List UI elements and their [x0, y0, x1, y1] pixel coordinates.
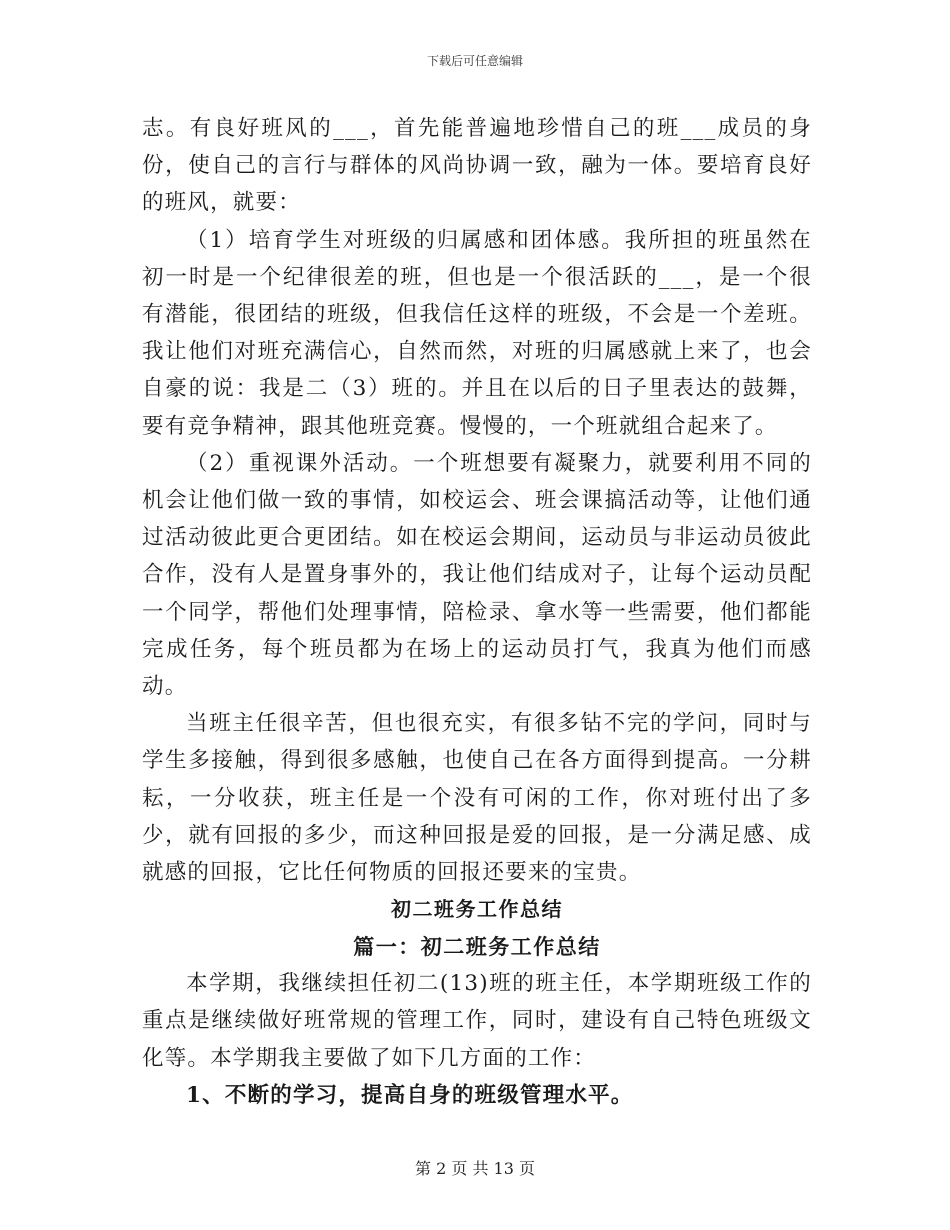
section-heading: 1、不断的学习，提高自身的班级管理水平。: [186, 1082, 634, 1108]
document-body: [142, 110, 812, 1114]
document-title: 初二班务工作总结: [391, 897, 563, 922]
paragraph-chapter-intro: 本学期，我继续担任初二(13)班的班主任，本学期班级工作的重点是继续做好班常规的管理工作，同时，建设有自己特色班级文化等。本学期我主要做了如下几方面的工作：: [142, 971, 812, 1071]
paragraph-point-2: （2）重视课外活动。一个班想要有凝聚力，就要利用不同的机会让他们做一致的事情，如校运会、班会课搞活动等，让他们通过活动彼此更合更团结。如在校运会期间，运动员与非运动员彼此合作，没有人是置身事外的，我让他们结成对子，让每个运动员配一个同学，帮他们处理事情，陪检录、拿水等一些需要，他们都能完成任务，每个班员都为在场上的运动员打气，我真为他们而感动。: [142, 450, 812, 700]
page-header: 下载后可任意编辑: [426, 54, 523, 68]
chapter-title: 篇一：初二班务工作总结: [353, 934, 601, 960]
page-number: 第 2 页 共 13 页: [415, 1159, 535, 1178]
paragraph-point-1: （1）培育学生对班级的归属感和团体感。我所担的班虽然在初一时是一个纪律很差的班，但也是一个很活跃的___，是一个很有潜能，很团结的班级，但我信任这样的班级，不会是一个差班。我让他们对班充满信心，自然而然，对班的归属感就上来了，也会自豪的说：我是二（3）班的。并且在以后的日子里表达的鼓舞，要有竞争精神，跟其他班竞赛。慢慢的，一个班就组合起来了。: [142, 227, 812, 439]
paragraph-intro: 志。有良好班风的___，首先能普遍地珍惜自己的班___成员的身份，使自己的言行与群体的风尚协调一致，融为一体。要培育良好的班风，就要：: [142, 116, 812, 216]
paragraph-conclusion: 当班主任很辛苦，但也很充实，有很多钻不完的学问，同时与学生多接触，得到很多感触，也使自己在各方面得到提高。一分耕耘，一分收获，班主任是一个没有可闲的工作，你对班付出了多少，就有回报的多少，而这种回报是爱的回报，是一分满足感、成就感的回报，它比任何物质的回报还要来的宝贵。: [142, 711, 812, 886]
